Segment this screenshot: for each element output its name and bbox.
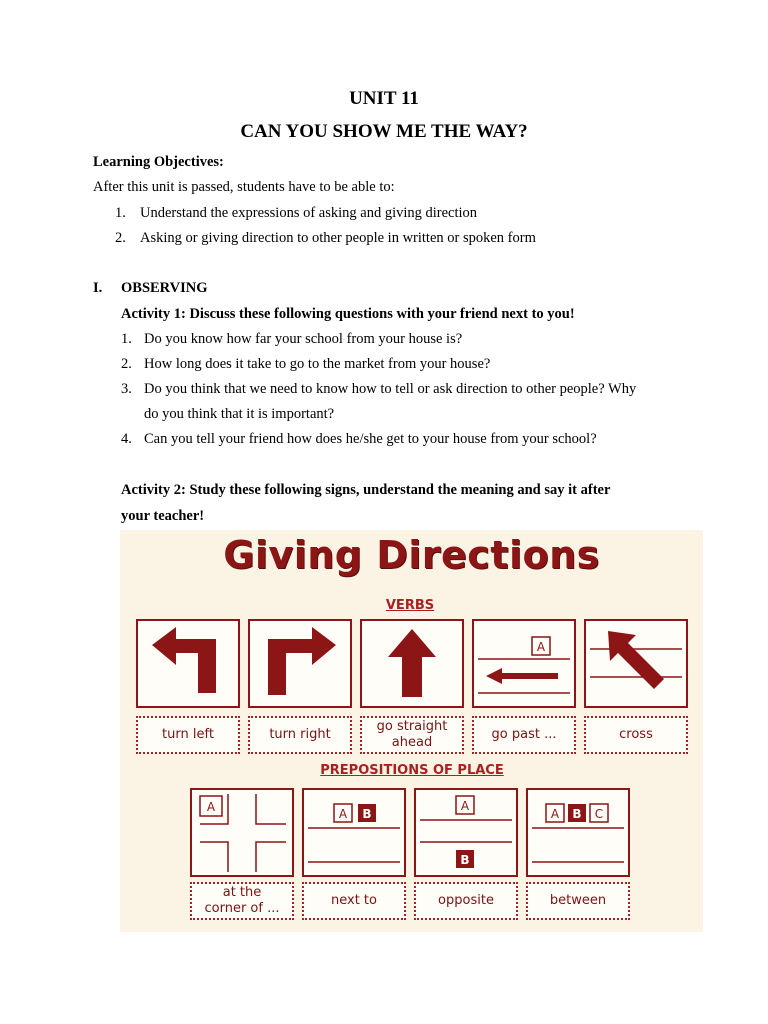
- activity2-heading: Activity 2: Study these following signs, understand the meaning and say it after: [121, 482, 611, 498]
- prep-label-corner: [190, 882, 294, 920]
- objectives-intro: After this unit is passed, students have to be able to:: [93, 179, 395, 195]
- verb-label-turn-left: [136, 716, 240, 754]
- verb-label-text: go past ...: [491, 727, 557, 742]
- between-marker-a: A: [550, 807, 560, 821]
- go-past-marker: A: [536, 640, 546, 654]
- corner-marker-a: A: [206, 800, 216, 814]
- section-number: I.: [93, 280, 103, 296]
- opposite-icon: [416, 790, 516, 875]
- prepositions-heading: PREPOSITIONS OF PLACE: [320, 763, 504, 778]
- prep-label-text: between: [549, 893, 607, 908]
- next-to-marker-a: A: [338, 807, 348, 821]
- verb-label-text: cross: [619, 727, 653, 742]
- objective-item: Understand the expressions of asking and giving direction: [140, 205, 478, 221]
- between-marker-b: B: [572, 807, 582, 821]
- objective-number: 2.: [115, 230, 126, 246]
- giving-directions-infographic: [120, 530, 703, 932]
- cross-sign: [584, 619, 688, 708]
- next-to-sign: [302, 788, 406, 877]
- activity1-heading: Activity 1: Discuss these following questions with your friend next to you!: [121, 306, 575, 322]
- opposite-marker-b: B: [460, 853, 470, 867]
- go-past-sign: [472, 619, 576, 708]
- next-to-icon: [304, 790, 404, 875]
- straight-arrow-icon: [362, 621, 462, 706]
- question-text-continued: do you think that it is important?: [144, 406, 335, 422]
- verbs-heading: VERBS: [385, 598, 435, 613]
- opposite-sign: [414, 788, 518, 877]
- question-text: How long does it take to go to the market from your house?: [144, 356, 491, 372]
- prep-label-next-to: [302, 882, 406, 920]
- turn-left-sign: [136, 619, 240, 708]
- prep-label-opposite: [414, 882, 518, 920]
- prep-label-text: corner of ...: [204, 901, 280, 916]
- opposite-marker-a: A: [460, 799, 470, 813]
- verb-label-turn-right: [248, 716, 352, 754]
- infographic-title: Giving Directions: [223, 533, 600, 577]
- go-straight-sign: [360, 619, 464, 708]
- verb-label-text: turn right: [269, 727, 331, 742]
- question-text: Do you know how far your school from your house is?: [144, 331, 463, 347]
- between-icon: [528, 790, 628, 875]
- verb-label-cross: [584, 716, 688, 754]
- question-number: 3.: [121, 381, 132, 397]
- question-number: 1.: [121, 331, 132, 347]
- prep-label-between: [526, 882, 630, 920]
- next-to-marker-b: B: [362, 807, 372, 821]
- prep-label-text: opposite: [438, 893, 494, 908]
- unit-title: UNIT 11: [349, 88, 419, 109]
- prep-label-text: at the: [222, 885, 262, 900]
- objective-number: 1.: [115, 205, 126, 221]
- objectives-heading: Learning Objectives:: [93, 154, 224, 170]
- corner-icon: [192, 790, 292, 875]
- go-past-arrow-icon: [474, 621, 574, 706]
- turn-right-arrow-icon: [250, 621, 350, 706]
- between-sign: [526, 788, 630, 877]
- activity2-heading-cont: your teacher!: [121, 508, 205, 524]
- prep-label-text: next to: [331, 893, 377, 908]
- verb-label-go-past: [472, 716, 576, 754]
- question-text: Do you think that we need to know how to tell or ask direction to other people? Why: [144, 381, 637, 397]
- turn-right-sign: [248, 619, 352, 708]
- section-title: OBSERVING: [121, 280, 208, 296]
- turn-left-arrow-icon: [138, 621, 238, 706]
- objective-item: Asking or giving direction to other people in written or spoken form: [140, 230, 536, 246]
- cross-arrow-icon: [586, 621, 686, 706]
- verb-label-text: go straight: [376, 719, 448, 734]
- verb-label-go-straight: [360, 716, 464, 754]
- question-text: Can you tell your friend how does he/she get to your house from your school?: [144, 431, 597, 447]
- question-number: 4.: [121, 431, 132, 447]
- verb-label-text: ahead: [391, 735, 433, 750]
- verb-label-text: turn left: [162, 727, 214, 742]
- corner-sign: [190, 788, 294, 877]
- unit-subtitle: CAN YOU SHOW ME THE WAY?: [240, 121, 528, 142]
- between-marker-c: C: [594, 807, 604, 821]
- question-number: 2.: [121, 356, 132, 372]
